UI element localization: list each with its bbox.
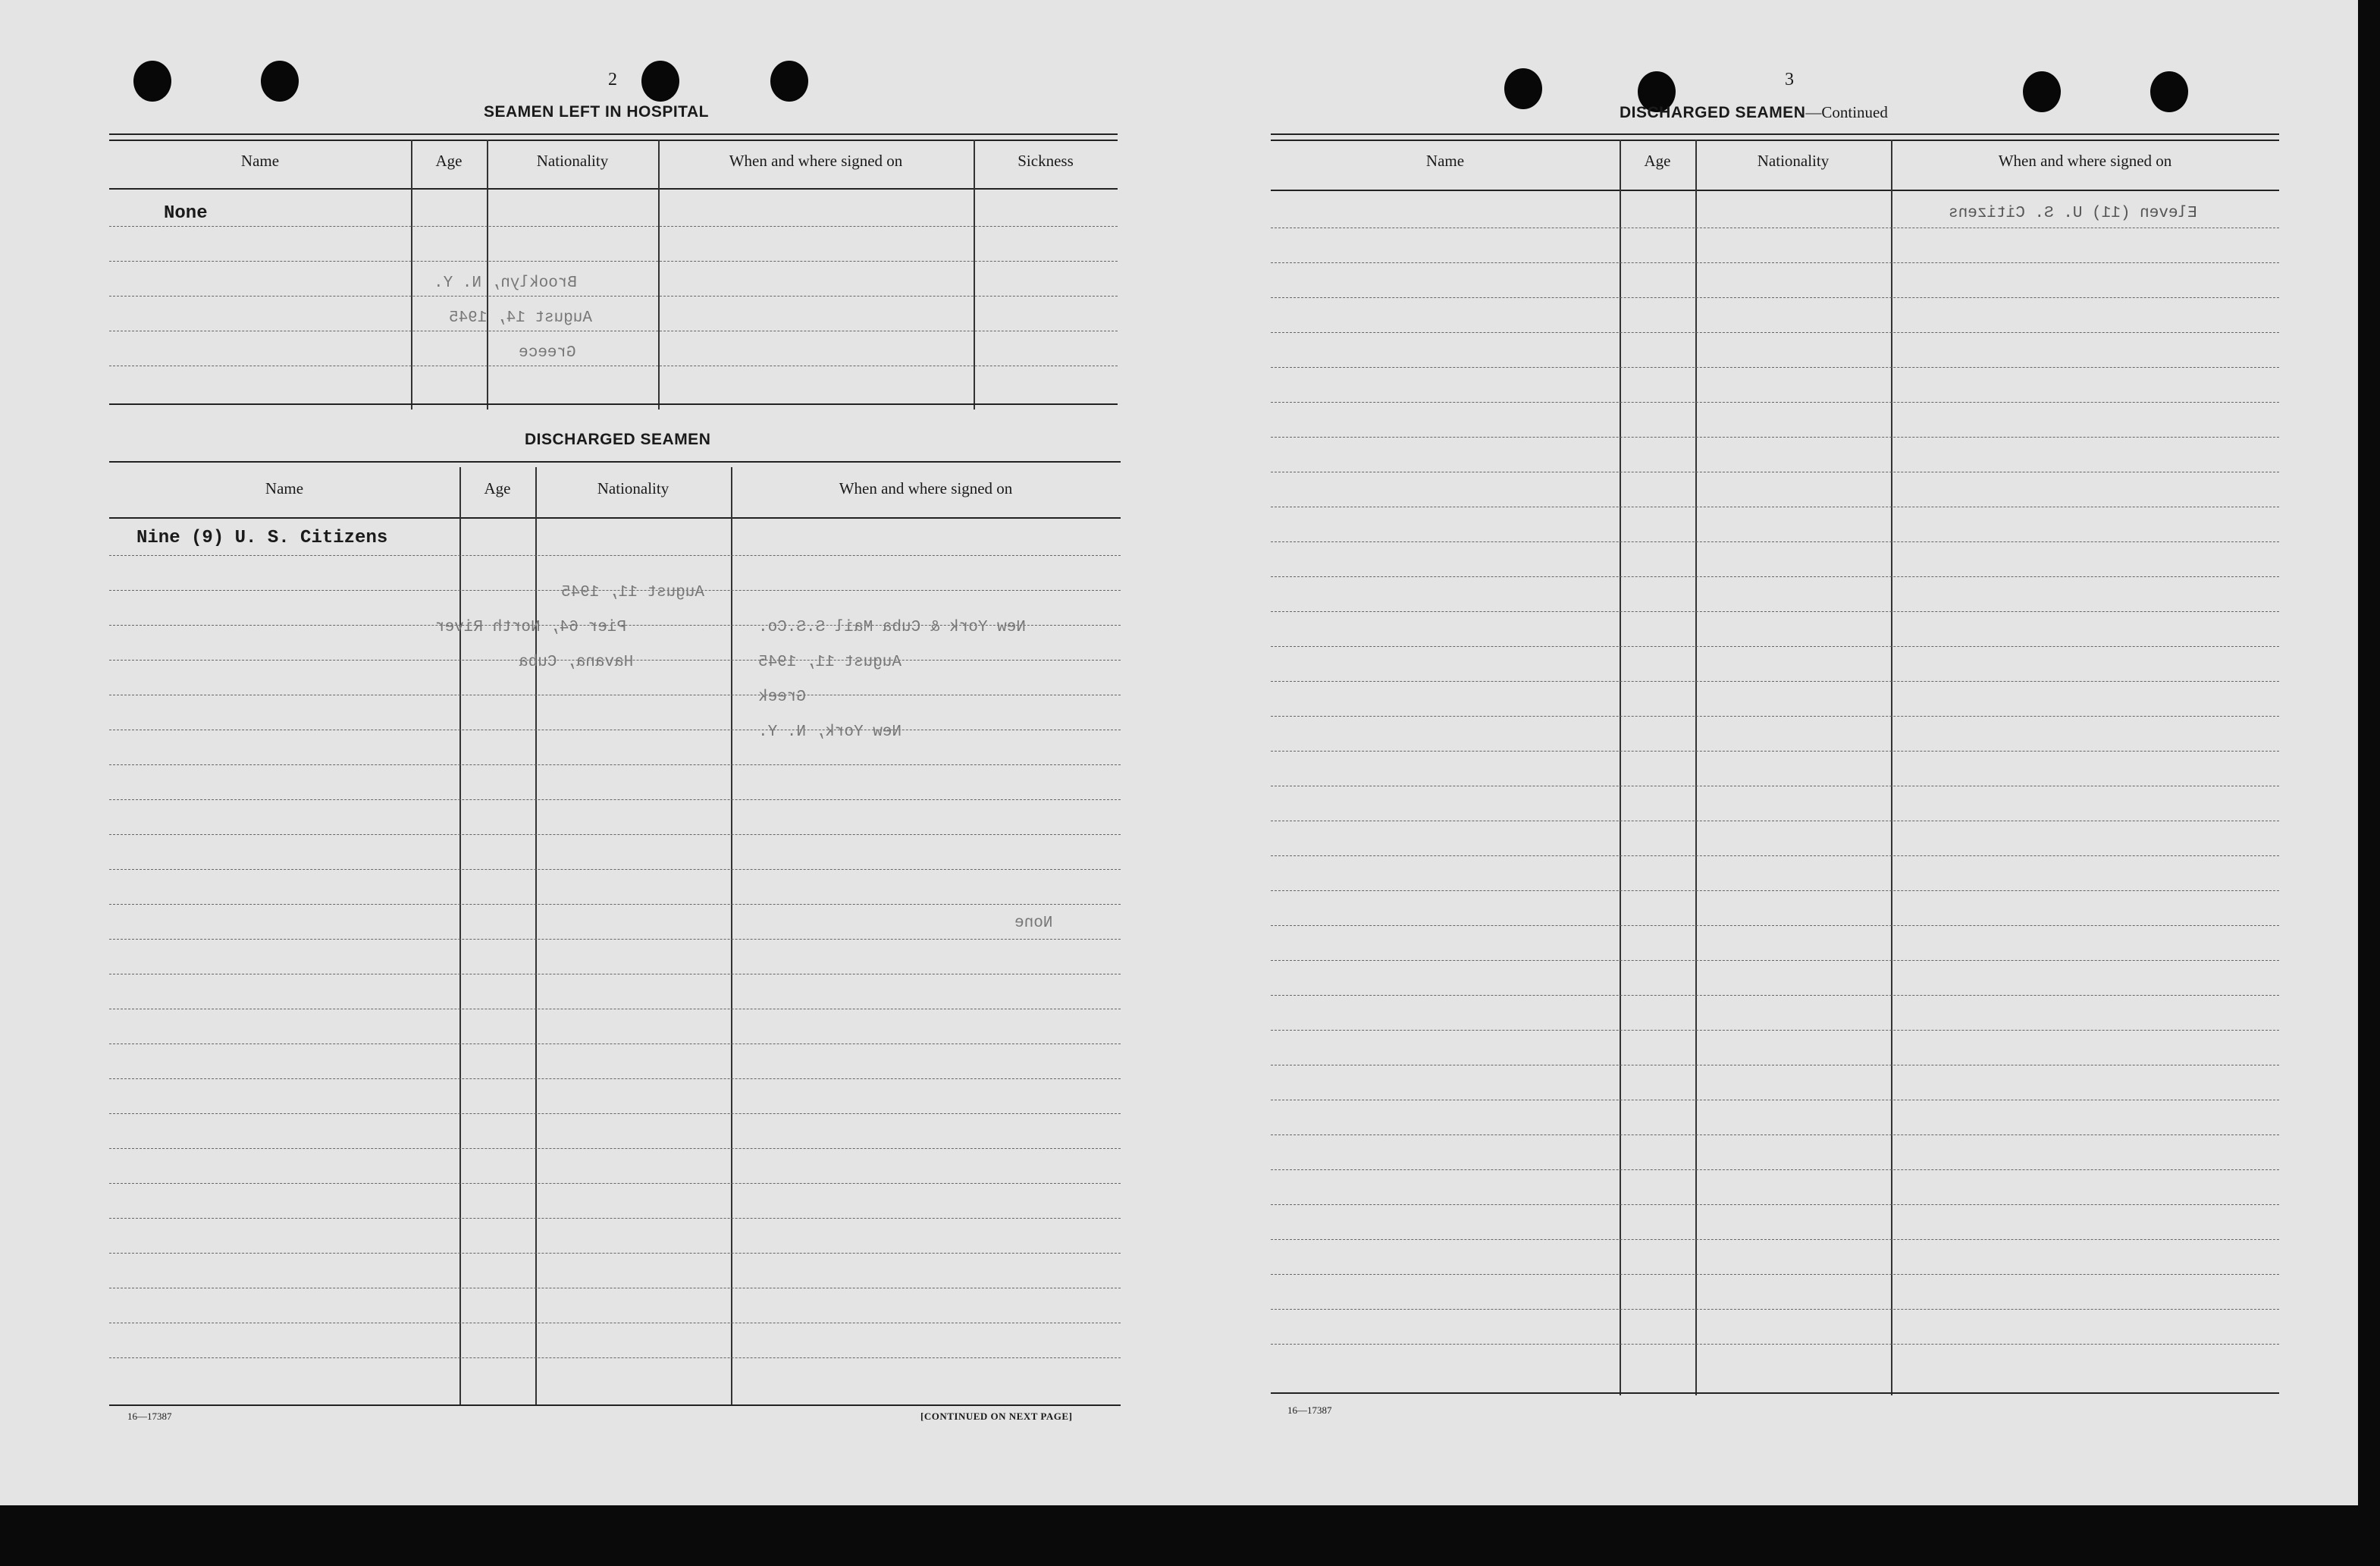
column-header-nationality: Nationality (1757, 152, 1830, 170)
discharged-continued-table (1271, 133, 2279, 1395)
discharged-table (109, 461, 1121, 1406)
bleed-text: New York, N. Y. (758, 723, 902, 741)
punch-hole (2150, 71, 2188, 112)
column-header-nationality: Nationality (597, 479, 669, 497)
column-header-nationality: Nationality (536, 152, 609, 170)
hospital-table (109, 133, 1118, 411)
bleed-text: None (1014, 915, 1053, 932)
column-header-name: Name (265, 479, 304, 497)
discharged-heading: DISCHARGED SEAMEN (525, 431, 711, 448)
column-header-signed-on: When and where signed on (839, 479, 1013, 497)
column-header-age: Age (435, 152, 463, 170)
bleed-text: Eleven (11) U. S. Citizens (1949, 205, 2197, 222)
bleed-text: Greece (519, 344, 576, 362)
bleed-text: Greek (758, 689, 807, 706)
punch-hole (641, 61, 679, 102)
hospital-entry: None (164, 203, 208, 224)
punch-hole (133, 61, 171, 102)
punch-hole (2023, 71, 2061, 112)
bleed-text: Havana, Cuba (519, 654, 634, 671)
form-number: 16—17387 (127, 1411, 172, 1422)
column-header-signed-on: When and where signed on (729, 152, 903, 170)
bleed-text: Pier 64, North River (435, 619, 627, 636)
hospital-heading: SEAMEN LEFT IN HOSPITAL (484, 103, 709, 121)
discharged-entry: Nine (9) U. S. Citizens (136, 528, 388, 548)
column-header-sickness: Sickness (1018, 152, 1074, 170)
page-number: 3 (1785, 70, 1794, 89)
page-number: 2 (608, 70, 617, 89)
column-header-signed-on: When and where signed on (1998, 152, 2172, 170)
discharged-continued-heading (1620, 103, 1888, 122)
bleed-text: August 11, 1945 (758, 654, 902, 671)
column-header-name: Name (1425, 152, 1465, 170)
bleed-text: August 14, 1945 (449, 309, 593, 327)
punch-hole (1504, 68, 1542, 109)
heading-text: DISCHARGED SEAMEN (1620, 104, 1806, 121)
form-number: 16—17387 (1287, 1404, 1332, 1416)
bleed-text: Brooklyn, N. Y. (434, 275, 578, 292)
column-header-name: Name (240, 152, 280, 170)
column-header-age: Age (1644, 152, 1671, 170)
punch-hole (261, 61, 299, 102)
column-header-age: Age (484, 479, 511, 497)
punch-hole (770, 61, 808, 102)
heading-suffix: —Continued (1805, 103, 1888, 121)
bleed-text: August 11, 1945 (561, 584, 705, 601)
continued-note: [CONTINUED ON NEXT PAGE] (920, 1411, 1073, 1422)
bleed-text: New York & Cuba Mail S.S.Co. (758, 619, 1026, 636)
